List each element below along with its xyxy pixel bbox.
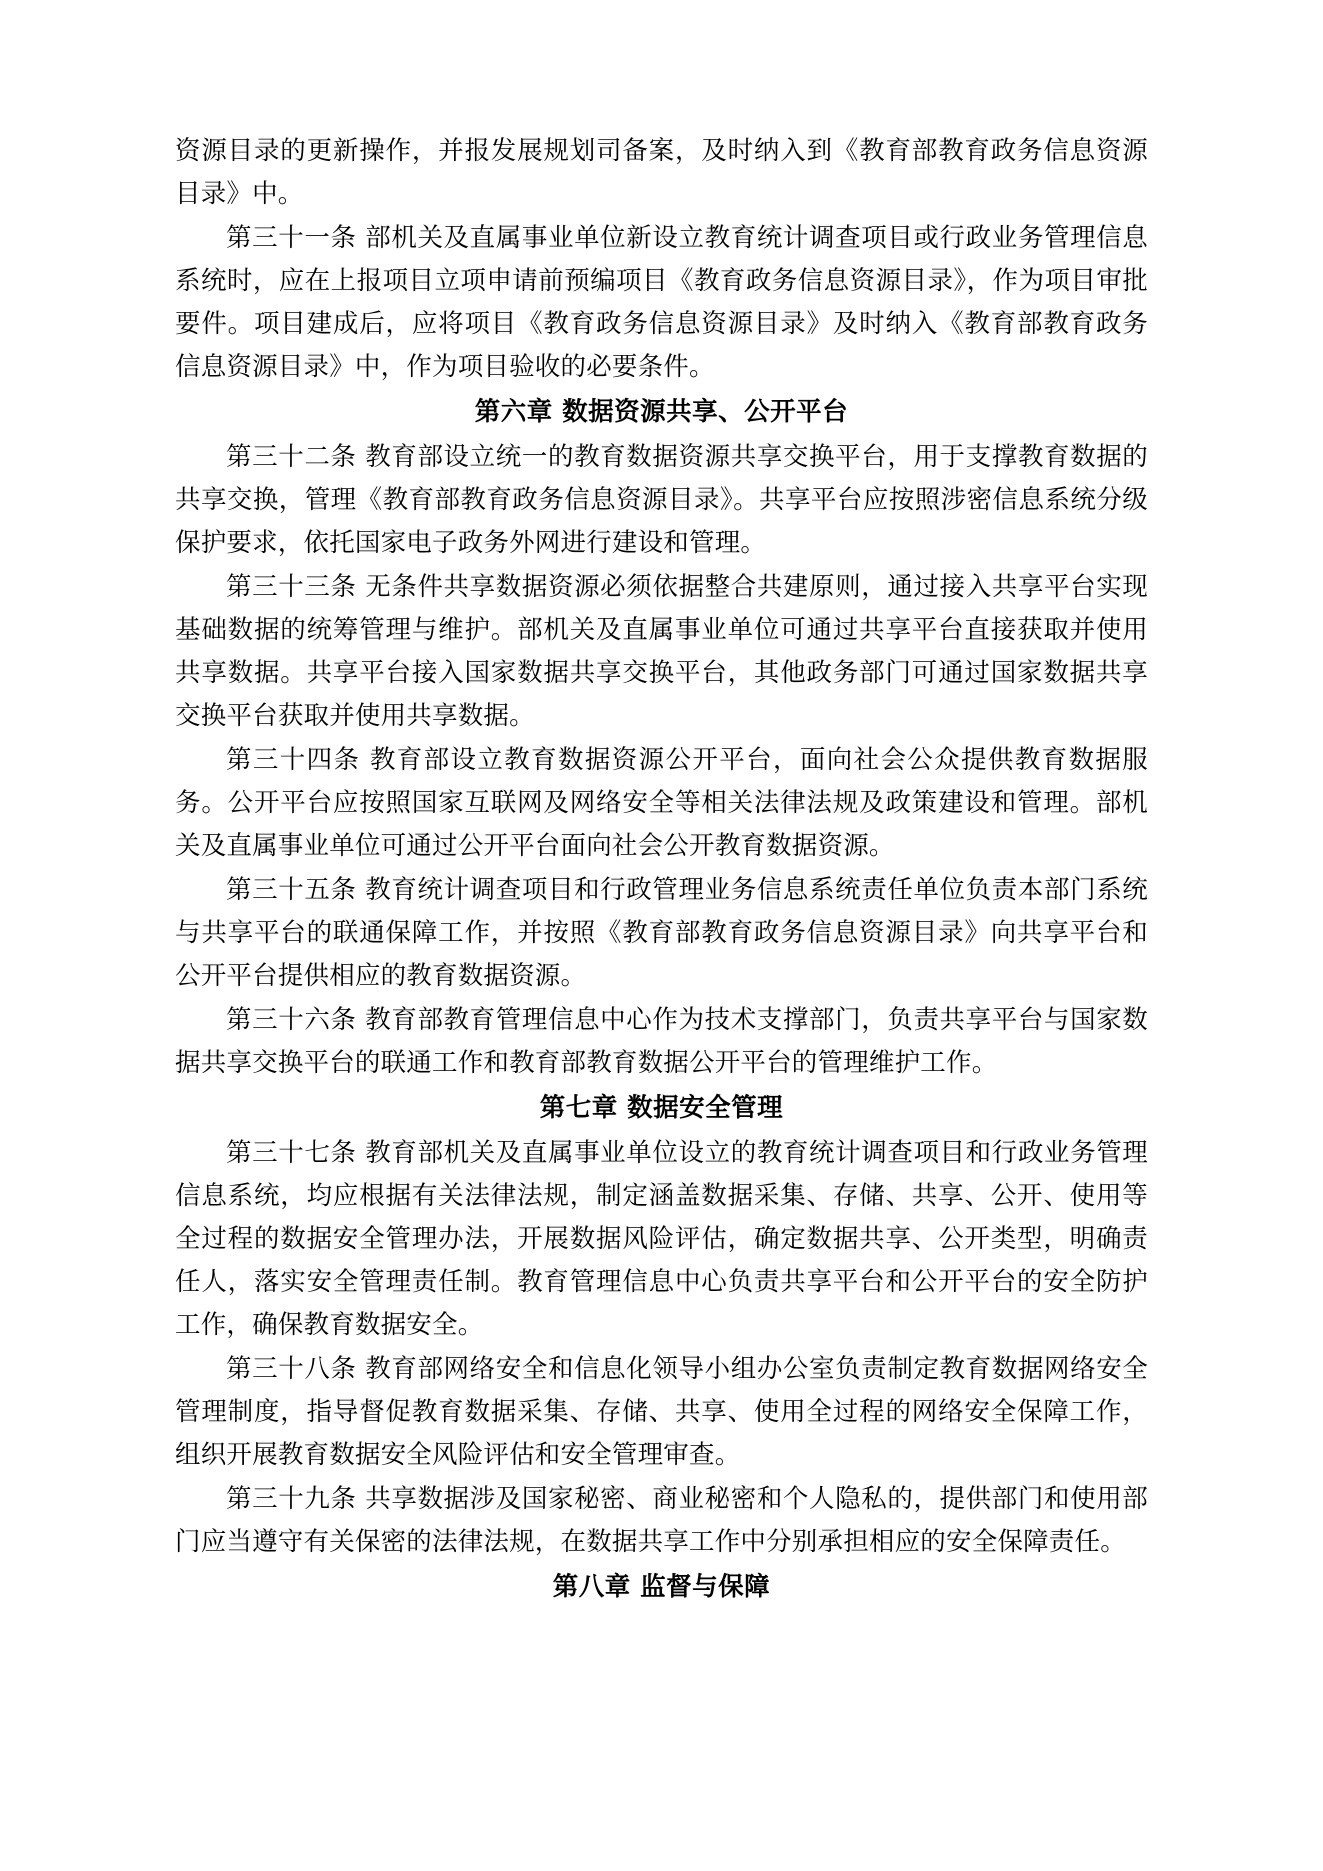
chapter-heading: 第八章 监督与保障 [552,1572,771,1602]
paragraph: 第三十六条 教育部教育管理信息中心作为技术支撑部门，负责共享平台与国家数据共享交换平台的联通工作和教育部教育数据公开平台的管理维护工作。 [175,1005,1148,1078]
chapter-heading: 第六章 数据资源共享、公开平台 [474,397,849,427]
paragraph: 资源目录的更新操作，并报发展规划司备案，及时纳入到《教育部教育政务信息资源目录》中。 [175,136,1148,209]
paragraph: 第三十四条 教育部设立教育数据资源公开平台，面向社会公众提供教育数据服务。公开平台应按照国家互联网及网络安全等相关法律法规及政策建设和管理。部机关及直属事业单位可通过公开平台面向社会公开教育数据资源。 [175,745,1148,861]
paragraph: 第三十二条 教育部设立统一的教育数据资源共享交换平台，用于支撑教育数据的共享交换，管理《教育部教育政务信息资源目录》。共享平台应按照涉密信息系统分级保护要求，依托国家电子政务外网进行建设和管理。 [175,442,1148,558]
chapter-heading: 第七章 数据安全管理 [539,1093,784,1123]
paragraph: 第三十八条 教育部网络安全和信息化领导小组办公室负责制定教育数据网络安全管理制度，指导督促教育数据采集、存储、共享、使用全过程的网络安全保障工作，组织开展教育数据安全风险评估和安全管理审查。 [175,1354,1148,1470]
paragraph: 第三十九条 共享数据涉及国家秘密、商业秘密和个人隐私的，提供部门和使用部门应当遵守有关保密的法律法规，在数据共享工作中分别承担相应的安全保障责任。 [175,1484,1148,1557]
paragraph: 第三十五条 教育统计调查项目和行政管理业务信息系统责任单位负责本部门系统与共享平台的联通保障工作，并按照《教育部教育政务信息资源目录》向共享平台和公开平台提供相应的教育数据资源。 [175,875,1148,991]
paragraph: 第三十七条 教育部机关及直属事业单位设立的教育统计调查项目和行政业务管理信息系统，均应根据有关法律法规，制定涵盖数据采集、存储、共享、公开、使用等全过程的数据安全管理办法，开展数据风险评估，确定数据共享、公开类型，明确责任人，落实安全管理责任制。教育管理信息中心负责共享平台和公开平台的安全防护工作，确保教育数据安全。 [175,1138,1148,1340]
paragraph: 第三十一条 部机关及直属事业单位新设立教育统计调查项目或行政业务管理信息系统时，应在上报项目立项申请前预编项目《教育政务信息资源目录》，作为项目审批要件。项目建成后，应将项目《教育政务信息资源目录》及时纳入《教育部教育政务信息资源目录》中，作为项目验收的必要条件。 [175,223,1148,382]
document-body [175,130,1148,1609]
paragraph: 第三十三条 无条件共享数据资源必须依据整合共建原则，通过接入共享平台实现基础数据的统筹管理与维护。部机关及直属事业单位可通过共享平台直接获取并使用共享数据。共享平台接入国家数据共享交换平台，其他政务部门可通过国家数据共享交换平台获取并使用共享数据。 [175,572,1148,731]
